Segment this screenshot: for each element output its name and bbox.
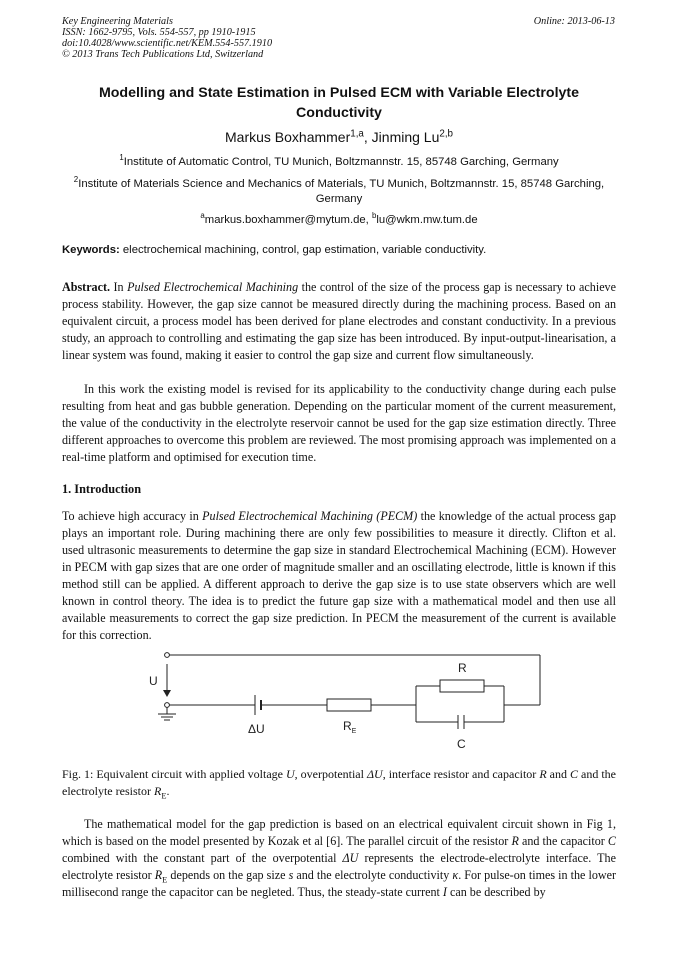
aff2-text: Institute of Materials Science and Mechanics of Materials, TU Munich, Boltzmannstr. 15, 85748 Garching, Germany	[78, 178, 605, 205]
cap-6: .	[166, 784, 170, 798]
aff1-text: Institute of Automatic Control, TU Munich, Boltzmannstr. 15, 85748 Garching, Germany	[123, 156, 559, 168]
label-RE-main: R	[343, 719, 352, 733]
voltage-arrow-head	[163, 690, 171, 697]
abstract-label: Abstract.	[62, 280, 111, 294]
figure-caption	[62, 766, 616, 800]
terminal-top	[165, 653, 170, 658]
author-1-sup: 1,a	[350, 128, 364, 140]
copyright-line: © 2013 Trans Tech Publications Ltd, Switzerland	[62, 49, 264, 60]
journal-name: Key Engineering Materials	[62, 16, 173, 27]
p2-m7: I	[442, 885, 447, 899]
author-line	[62, 129, 616, 145]
p2-m5: s	[288, 868, 294, 882]
abstract-p1-em: Pulsed Electrochemical Machining	[127, 280, 299, 294]
p2-m2: C	[607, 834, 616, 848]
equivalent-circuit-diagram	[140, 646, 560, 756]
author-separator: ,	[363, 129, 372, 145]
p2-t2: and the capacitor	[518, 834, 608, 848]
author-1: Markus Boxhammer	[225, 129, 351, 145]
email-a: markus.boxhammer@mytum.de,	[204, 214, 372, 226]
doi-line: doi:10.4028/www.scientific.net/KEM.554-557.1910	[62, 38, 273, 49]
email-line	[62, 213, 616, 228]
issn-line: ISSN: 1662-9795, Vols. 554-557, pp 1910-1915	[62, 27, 256, 38]
abstract-p1-pre: In	[110, 280, 128, 294]
p2-t4: represents the electrode-electrolyte interface. The electrolyte resistor	[62, 851, 616, 882]
intro-p1-pre: To achieve high accuracy in	[62, 509, 203, 523]
model-paragraph	[62, 816, 616, 901]
keywords-label: Keywords:	[62, 244, 120, 256]
email-a-sup: a	[200, 211, 205, 221]
online-date: Online: 2013-06-13	[533, 16, 615, 27]
cap-C: C	[570, 767, 579, 781]
author-2-sup: 2,b	[439, 128, 453, 140]
p2-t6: and the electrolyte conductivity	[293, 868, 453, 882]
cap-2: , overpotential	[294, 767, 367, 781]
label-R: R	[458, 661, 467, 675]
abstract-p1-post: the control of the size of the process gap is necessary to achieve process stability. However, the gap size cannot be measured directly during the machining process. Based on an equivalent circuit, a process model has been derived for plane electrodes and constant conductivity. In a previous study, an approach to controlling and estimating the gap size has been introduced. By input-output-linearisation, a linear system was found, making it easier to control the gap size and current flow simultaneously.	[62, 280, 616, 362]
cap-1: Fig. 1: Equivalent circuit with applied voltage	[62, 767, 286, 781]
p2-m4: R	[154, 868, 163, 882]
email-b-sup: b	[371, 211, 377, 221]
author-2: Jinming Lu	[371, 129, 440, 145]
keywords	[62, 244, 616, 256]
paper-title: Modelling and State Estimation in Pulsed ECM with Variable Electrolyte Conductivity	[98, 85, 580, 121]
cap-dU: ΔU	[366, 767, 383, 781]
cap-5: and the electrolyte resistor	[62, 767, 617, 798]
intro-p1-em: Pulsed Electrochemical Machining (PECM)	[202, 509, 418, 523]
cap-3: , interface resistor and capacitor	[382, 767, 540, 781]
label-C: C	[457, 737, 466, 751]
p2-t8: can be described by	[446, 885, 546, 899]
cap-RE-sub: E	[161, 791, 167, 801]
label-dU: ΔU	[248, 722, 265, 736]
p2-m6: κ	[452, 868, 459, 882]
p2-t1: The mathematical model for the gap prediction is based on an electrical equivalent circuit shown in Fig 1, which is based on the model presented by Kozak et al [6]. The parallel circuit of the resistor	[62, 817, 616, 848]
p2-m1: R	[511, 834, 519, 848]
cap-4: and	[546, 767, 570, 781]
abstract-p1	[62, 279, 616, 364]
resistor-R	[440, 680, 484, 692]
section-heading: 1. Introduction	[62, 482, 142, 496]
cap-U: U	[285, 767, 295, 781]
p2-m3: ΔU	[342, 851, 359, 865]
aff1-sup: 1	[119, 153, 124, 163]
intro-paragraph	[62, 508, 616, 644]
aff2-sup: 2	[73, 175, 79, 185]
affiliation-2	[62, 177, 616, 207]
abstract-p2: In this work the existing model is revised for its applicability to the conductivity change during each pulse resulting from heat and gas bubble generation. Depending on the particular moment of the current measurement, the value of the conductivity in the electrolyte reservoir cannot be used for the gap size estimation directly. Three different approaches to overcome this problem are reviewed. The most promising approach was implemented on a real-time platform and optimised for execution time.	[62, 382, 616, 464]
keywords-text: electrochemical machining, control, gap estimation, variable conductivity.	[119, 244, 487, 256]
label-RE-sub: E	[351, 728, 357, 735]
email-b: lu@wkm.mw.tum.de	[376, 214, 478, 226]
p2-t3: combined with the constant part of the overpotential	[62, 851, 343, 865]
cap-RE: R	[153, 784, 162, 798]
p2-t5: depends on the gap size	[167, 868, 289, 882]
terminal-bottom	[165, 703, 170, 708]
journal-header	[62, 16, 272, 60]
p2-m4-sub: E	[162, 874, 168, 885]
resistor-RE	[327, 699, 371, 711]
intro-p1-post: the knowledge of the actual process gap plays an important role. During machining there are only few possibilities to measure it directly. Clifton et al. used ultrasonic measurements to determine the gap size in standard Electrochemical Machining (ECM). However in PECM with gap sizes that are one order of magnitude smaller and an oscillating electrode, little is known if this method still can be applied. A different approach to derive the gap size is to use state observers which are well known in control theory. The idea is to predict the future gap size with a mathematical model and then use all available measurements to correct the gap size prediction. In PECM the measurement of the current is available for this correction.	[62, 509, 617, 642]
cap-R: R	[539, 767, 547, 781]
affiliation-1	[62, 155, 616, 170]
label-U: U	[149, 674, 158, 688]
p2-t7: . For pulse-on times in the lower millisecond range the capacitor can be negleted. Thus, the steady-state current	[62, 868, 617, 899]
label-RE	[343, 719, 357, 735]
